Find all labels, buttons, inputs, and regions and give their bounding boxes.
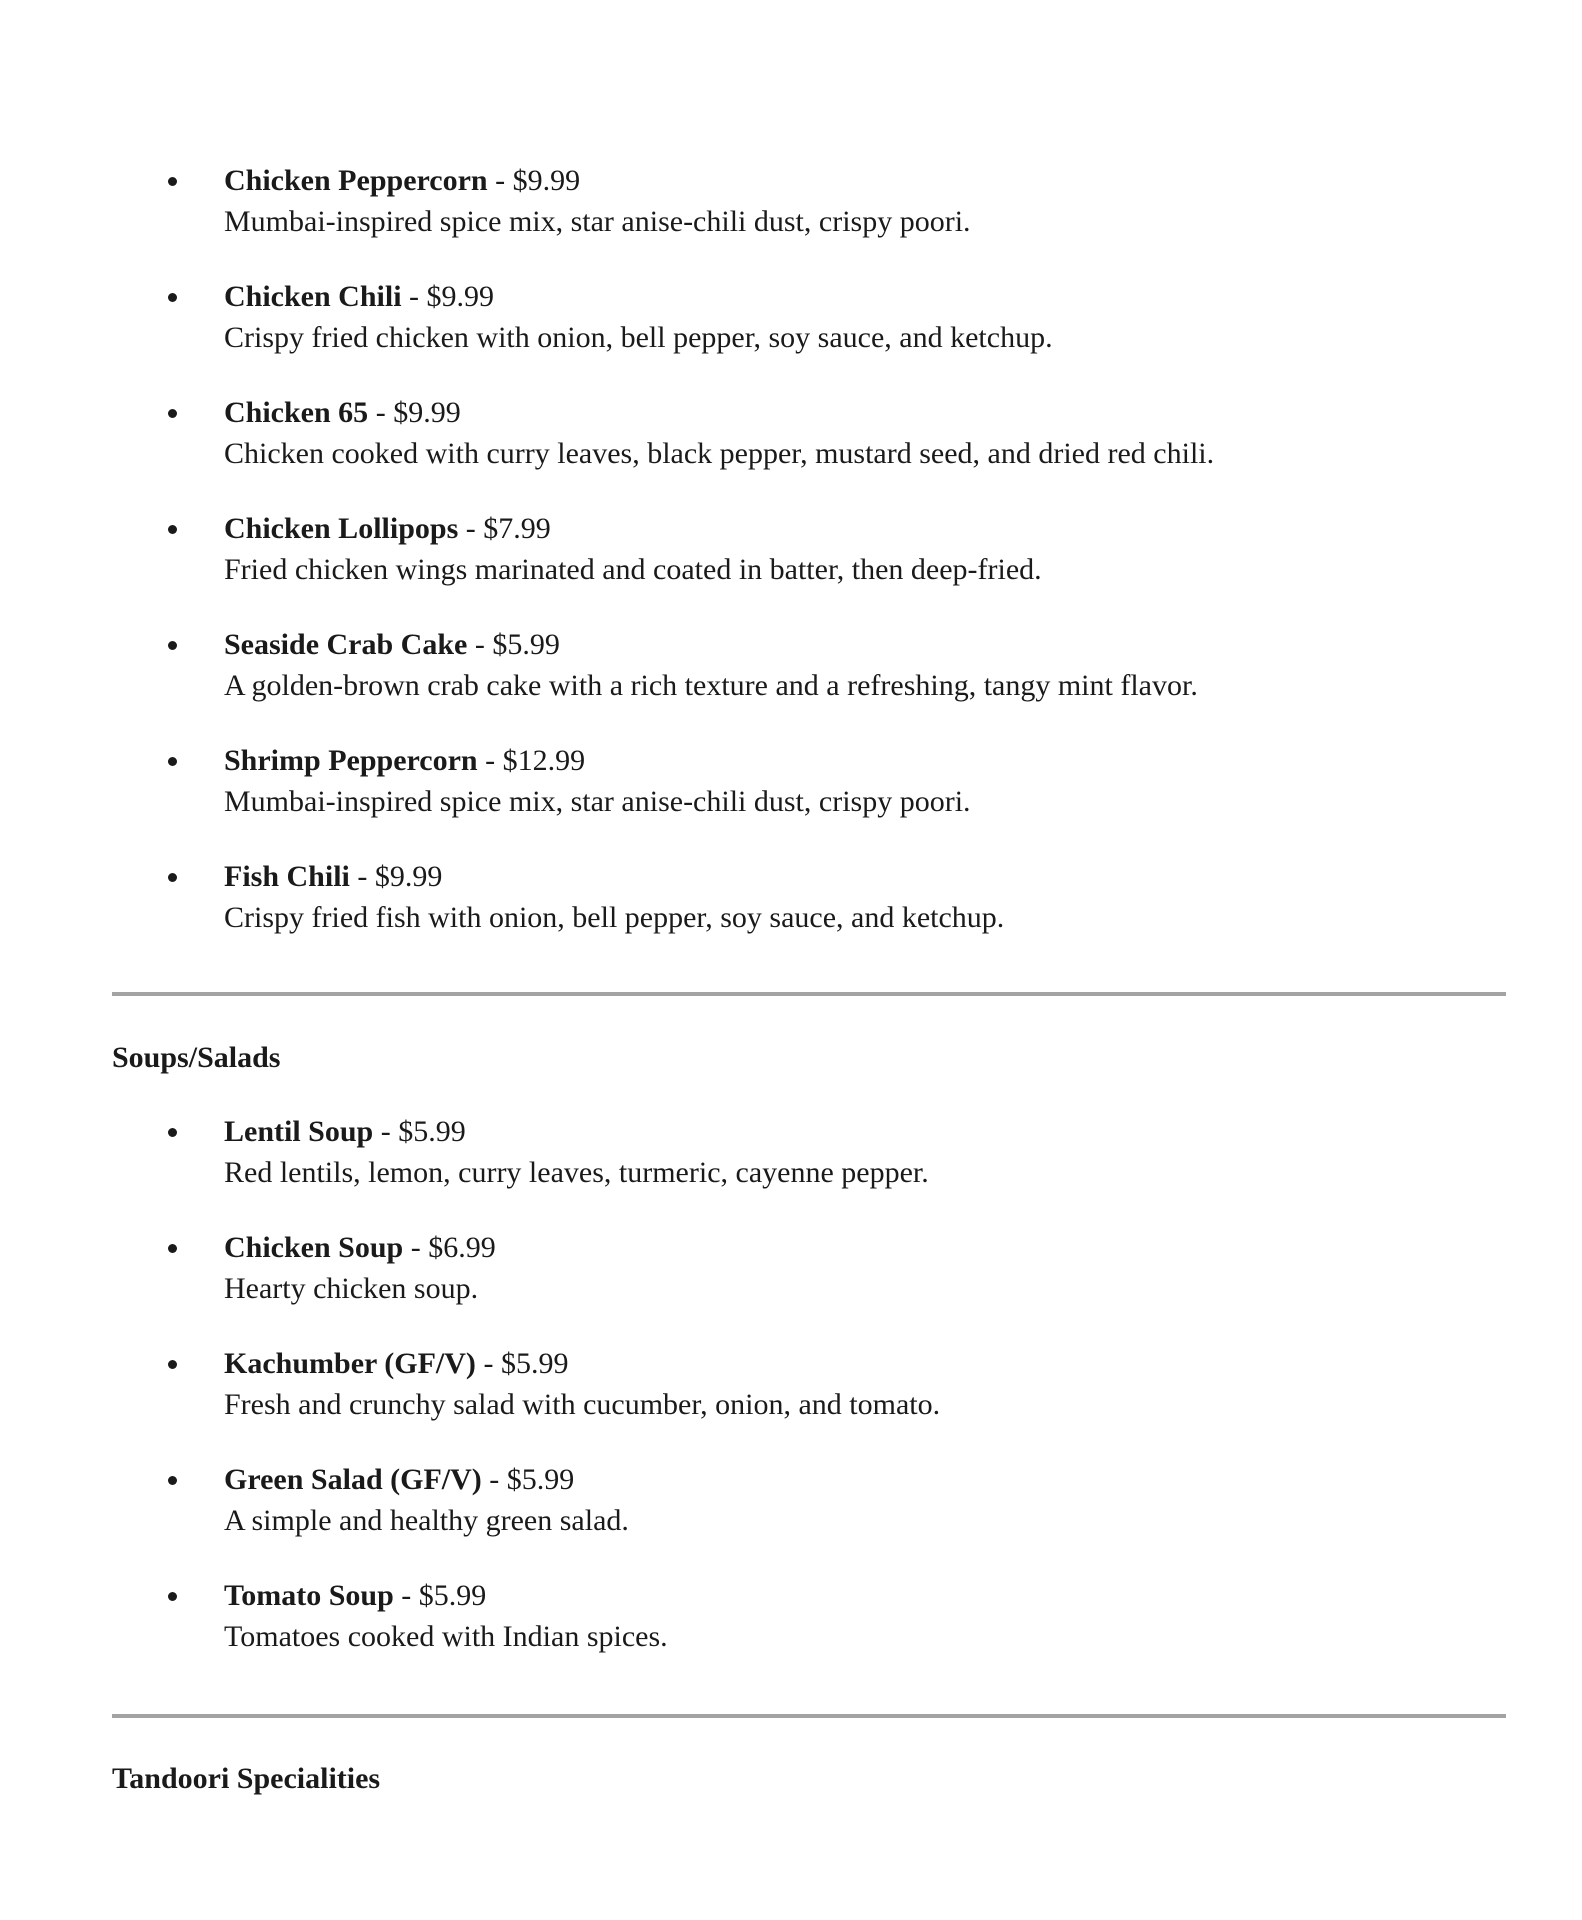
item-description: A simple and healthy green salad.	[224, 1504, 629, 1537]
menu-item	[112, 508, 1506, 590]
item-name: Tomato Soup	[224, 1579, 394, 1612]
item-price: $5.99	[500, 1347, 569, 1380]
menu-item	[112, 160, 1506, 242]
bullet-icon	[168, 525, 177, 534]
item-price: $6.99	[428, 1231, 496, 1264]
item-line	[224, 276, 1506, 317]
menu-item	[112, 1459, 1506, 1541]
section-divider	[112, 1714, 1506, 1718]
item-price: $12.99	[502, 744, 586, 777]
item-separator: -	[401, 280, 427, 313]
bullet-icon	[168, 1244, 177, 1253]
menu-item	[112, 1343, 1506, 1425]
bullet-icon	[168, 409, 177, 418]
bullet-icon	[168, 1476, 177, 1485]
section-title-tandoori-specialities: Tandoori Specialities	[112, 1762, 381, 1795]
item-name: Kachumber (GF/V)	[224, 1347, 476, 1380]
item-separator: -	[458, 512, 484, 545]
item-line	[224, 1459, 1506, 1500]
bullet-icon	[168, 641, 177, 650]
item-price: $7.99	[483, 512, 551, 545]
item-line	[224, 740, 1506, 781]
item-description: Mumbai-inspired spice mix, star anise-chili dust, crispy poori.	[224, 205, 971, 238]
item-line	[224, 1111, 1506, 1152]
item-name: Fish Chili	[224, 860, 350, 893]
bullet-icon	[168, 177, 177, 186]
item-line	[224, 160, 1506, 201]
item-line	[224, 856, 1506, 897]
bullet-icon	[168, 757, 177, 766]
bullet-icon	[168, 1360, 177, 1369]
item-line	[224, 1575, 1506, 1616]
item-name: Chicken Peppercorn	[224, 164, 488, 197]
item-price: $5.99	[492, 628, 560, 661]
menu-item	[112, 856, 1506, 938]
item-separator: -	[481, 1463, 507, 1496]
appetizer-list	[112, 160, 1506, 972]
item-line	[224, 1227, 1506, 1268]
menu-item	[112, 740, 1506, 822]
item-name: Seaside Crab Cake	[224, 628, 468, 661]
item-name: Chicken Chili	[224, 280, 402, 313]
item-separator: -	[368, 396, 394, 429]
item-description: Crispy fried chicken with onion, bell pepper, soy sauce, and ketchup.	[224, 321, 1053, 354]
item-separator: -	[349, 860, 375, 893]
item-price: $5.99	[506, 1463, 575, 1496]
item-price: $9.99	[393, 396, 461, 429]
item-line	[224, 392, 1506, 433]
bullet-icon	[168, 873, 177, 882]
item-price: $5.99	[398, 1115, 466, 1148]
item-price: $9.99	[512, 164, 581, 197]
menu-item	[112, 624, 1506, 706]
item-separator: -	[403, 1231, 429, 1264]
section-divider	[112, 992, 1506, 996]
item-description: Fresh and crunchy salad with cucumber, onion, and tomato.	[224, 1388, 941, 1421]
item-separator: -	[475, 1347, 501, 1380]
item-price: $9.99	[426, 280, 495, 313]
item-description: Fried chicken wings marinated and coated in batter, then deep-fried.	[224, 553, 1042, 586]
item-description: Crispy fried fish with onion, bell pepper, soy sauce, and ketchup.	[224, 901, 1005, 934]
bullet-icon	[168, 1592, 177, 1601]
item-name: Green Salad (GF/V)	[224, 1463, 482, 1496]
item-name: Lentil Soup	[224, 1115, 374, 1148]
item-description: Red lentils, lemon, curry leaves, turmeric, cayenne pepper.	[224, 1156, 929, 1189]
item-name: Chicken 65	[224, 396, 369, 429]
item-description: Hearty chicken soup.	[224, 1272, 479, 1305]
item-description: A golden-brown crab cake with a rich texture and a refreshing, tangy mint flavor.	[224, 669, 1198, 702]
item-separator: -	[373, 1115, 399, 1148]
item-name: Shrimp Peppercorn	[224, 744, 478, 777]
item-separator: -	[477, 744, 503, 777]
item-price: $9.99	[374, 860, 443, 893]
item-line	[224, 508, 1506, 549]
menu-item	[112, 276, 1506, 358]
item-line	[224, 1343, 1506, 1384]
item-name: Chicken Soup	[224, 1231, 404, 1264]
item-description: Tomatoes cooked with Indian spices.	[224, 1620, 668, 1653]
item-line	[224, 624, 1506, 665]
item-separator: -	[393, 1579, 419, 1612]
item-description: Mumbai-inspired spice mix, star anise-chili dust, crispy poori.	[224, 785, 971, 818]
item-separator: -	[467, 628, 493, 661]
menu-item	[112, 392, 1506, 474]
item-price: $5.99	[418, 1579, 487, 1612]
soups-salads-list	[112, 1111, 1506, 1691]
menu-item	[112, 1227, 1506, 1309]
menu-item	[112, 1111, 1506, 1193]
menu-item	[112, 1575, 1506, 1657]
bullet-icon	[168, 1128, 177, 1137]
item-separator: -	[487, 164, 513, 197]
item-description: Chicken cooked with curry leaves, black pepper, mustard seed, and dried red chili.	[224, 437, 1215, 470]
section-title-soups-salads: Soups/Salads	[112, 1041, 281, 1074]
item-name: Chicken Lollipops	[224, 512, 459, 545]
bullet-icon	[168, 293, 177, 302]
